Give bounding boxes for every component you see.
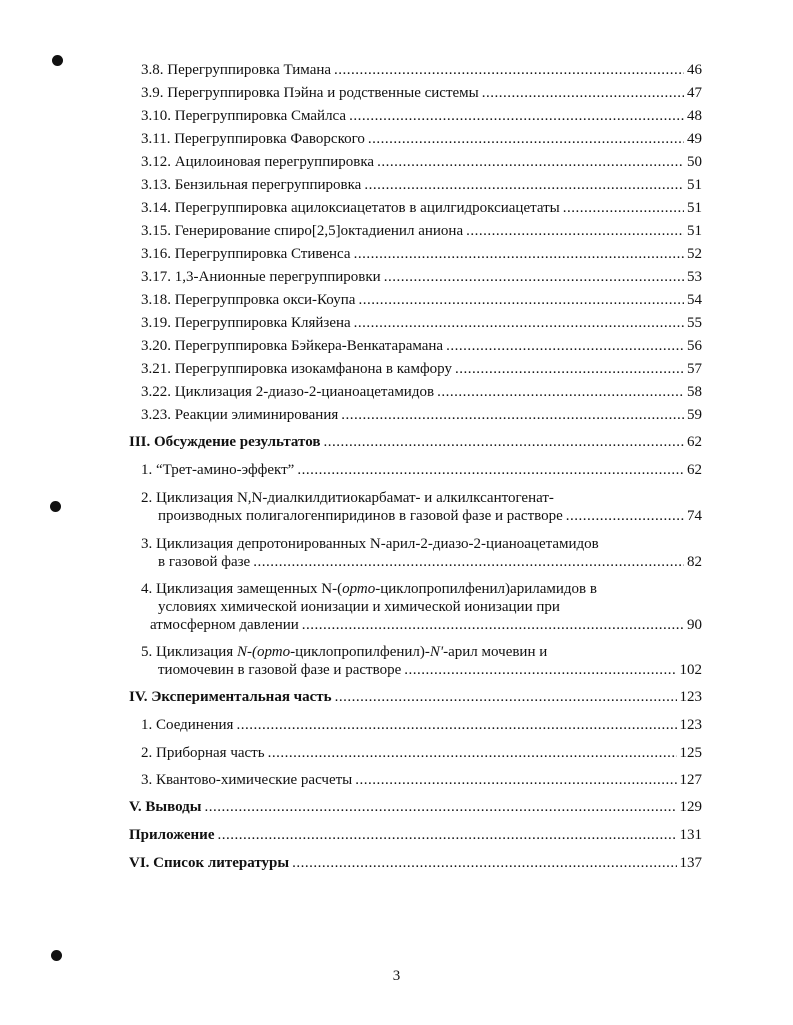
toc-entry [141,314,702,332]
toc-entry [150,616,702,634]
dot-leader [358,291,684,309]
toc-entry-page: 48 [687,108,702,124]
toc-entry-page: 47 [687,85,702,101]
toc-entry-title: 2. Приборная часть [141,745,265,761]
dot-leader [355,771,676,789]
toc-entry-page: 82 [687,554,702,570]
toc-entry-title: 3.12. Ацилоиновая перегруппировка [141,154,375,170]
dot-leader [466,222,684,240]
toc-entry [158,553,702,571]
dot-leader [437,383,684,401]
toc-entry-title-continued: производных полигалогенпиридинов в газовой фазе и растворе [158,508,563,524]
dot-leader [354,314,684,332]
dot-leader [563,199,684,217]
toc-chapter-page: 62 [687,434,702,450]
punch-hole-mark [50,501,61,512]
toc-entry-page: 58 [687,384,702,400]
toc-entry-page: 74 [687,508,702,524]
toc-entry [141,222,702,240]
dot-leader [236,716,676,734]
toc-entry-title: 3. Циклизация депротонированных N-арил-2-диазо-2-цианоацетамидов [141,536,599,552]
dot-leader [268,744,677,762]
page-number: 3 [392,968,401,984]
toc-entry-title: 3.18. Перегруппровка окси-Коупа [141,292,356,308]
toc-entry-page: 53 [687,269,702,285]
dot-leader [446,337,684,355]
toc-entry-title: 3.23. Реакции элиминирования [141,407,339,423]
toc-entry-title: 3.10. Перегруппировка Смайлса [141,108,347,124]
toc-chapter-page: 137 [679,855,702,871]
toc-entry [141,176,702,194]
dot-leader [253,553,684,571]
dot-leader [455,360,684,378]
toc-entry [158,661,702,679]
toc-entry-title [141,643,547,661]
toc-entry-title: 3.20. Перегруппировка Бэйкера-Венкатарамана [141,338,444,354]
title-text: -циклопропилфенил)- [290,644,430,660]
title-text: -арил мочевин и [443,644,548,660]
toc-chapter [129,433,702,451]
toc-entry [141,771,702,789]
dot-leader [354,245,684,263]
toc-entry-title-continued: тиомочевин в газовой фазе и растворе [158,662,402,678]
title-text: 5. Циклизация [141,644,237,660]
toc-entry [141,107,702,125]
toc-entry-page: 46 [687,62,702,78]
title-text: -циклопропилфенил)ариламидов в [375,581,597,597]
toc-entry-page: 52 [687,246,702,262]
toc-entry [141,268,702,286]
toc-entry-page: 123 [679,717,702,733]
toc-chapter [129,826,702,844]
toc-entry-page: 90 [687,617,702,633]
dot-leader [292,854,676,872]
toc-entry-page: 54 [687,292,702,308]
toc-entry [141,199,702,217]
title-italic: орто [342,581,376,597]
toc-chapter-title: III. Обсуждение результатов [129,434,321,450]
toc-entry-page: 127 [679,772,702,788]
dot-leader [364,176,684,194]
toc-entry-page: 50 [687,154,702,170]
toc-entry-title: 1. Соединения [141,717,234,733]
toc-chapter [129,854,702,872]
toc-entry-title: 3.22. Циклизация 2-диазо-2-цианоацетамидов [141,384,435,400]
toc-entry [158,507,702,525]
toc-entry-title: 3.8. Перегруппировка Тимана [141,62,332,78]
toc-chapter [129,688,702,706]
toc-entry-title-continued: условиях химической ионизации и химической ионизации при [158,599,560,615]
toc-chapter-title: VI. Список литературы [129,855,290,871]
toc-chapter [129,798,702,816]
punch-hole-mark [51,950,62,961]
dot-leader [404,661,676,679]
toc-entry [141,291,702,309]
toc-entry-title: 3.15. Генерирование спиро[2,5]октадиенил аниона [141,223,464,239]
dot-leader [334,61,684,79]
title-text: 4. Циклизация замещенных N-( [141,581,343,597]
title-italic: N' [429,644,444,660]
toc-chapter-page: 131 [679,827,702,843]
toc-entry [141,744,702,762]
toc-entry-page: 59 [687,407,702,423]
dot-leader [349,107,684,125]
dot-leader [368,130,684,148]
toc-entry-title: 3.21. Перегруппировка изокамфанона в камфору [141,361,452,377]
toc-entry-page: 55 [687,315,702,331]
toc-entry-title: 3.19. Перегруппировка Кляйзена [141,315,351,331]
toc-entry-title: 3.14. Перегруппировка ацилоксиацетатов в ацилгидроксиацетаты [141,200,560,216]
dot-leader [377,153,684,171]
toc-entry-page: 62 [687,462,702,478]
toc-entry-title: 3.11. Перегруппировка Фаворского [141,131,365,147]
dot-leader [341,406,684,424]
toc-entry-title: 3. Квантово-химические расчеты [141,772,353,788]
toc-entry [141,716,702,734]
toc-chapter-title: Приложение [129,827,215,843]
toc-entry [141,383,702,401]
toc-entry-page: 51 [687,200,702,216]
toc-entry [141,360,702,378]
toc-entry-page: 51 [687,223,702,239]
dot-leader [217,826,676,844]
toc-entry [141,337,702,355]
toc-entry-title [141,580,597,598]
toc-entry-title: 3.13. Бензильная перегруппировка [141,177,362,193]
toc-chapter-page: 129 [679,799,702,815]
title-italic: N-(орто [236,644,291,660]
toc-entry-title: 3.17. 1,3-Анионные перегруппировки [141,269,381,285]
dot-leader [204,798,676,816]
toc-entry [141,245,702,263]
toc-entry [141,61,702,79]
toc-entry-title: 2. Циклизация N,N-диалкилдитиокарбамат- и алкилксантогенат- [141,490,554,506]
dot-leader [323,433,684,451]
toc-entry-title: 1. “Трет-амино-эффект” [141,462,295,478]
toc-entry-page: 102 [679,662,702,678]
toc-entry [141,406,702,424]
toc-entry [141,84,702,102]
toc-chapter-title: V. Выводы [129,799,202,815]
toc-entry [141,461,702,479]
toc-entry-page: 125 [679,745,702,761]
toc-entry-page: 57 [687,361,702,377]
toc-entry-page: 49 [687,131,702,147]
dot-leader [297,461,684,479]
punch-hole-mark [52,55,63,66]
dot-leader [335,688,677,706]
toc-entry-title: 3.16. Перегруппировка Стивенса [141,246,351,262]
toc-entry-title-continued: атмосферном давлении [150,617,299,633]
toc-entry-title: 3.9. Перегруппировка Пэйна и родственные системы [141,85,479,101]
toc-entry [141,153,702,171]
dot-leader [482,84,684,102]
toc-entry-page: 51 [687,177,702,193]
toc-entry-title-continued: в газовой фазе [158,554,251,570]
toc-chapter-title: IV. Экспериментальная часть [129,689,332,705]
dot-leader [384,268,684,286]
dot-leader [566,507,684,525]
toc-entry [141,130,702,148]
toc-chapter-page: 123 [679,689,702,705]
toc-entry-page: 56 [687,338,702,354]
dot-leader [302,616,684,634]
